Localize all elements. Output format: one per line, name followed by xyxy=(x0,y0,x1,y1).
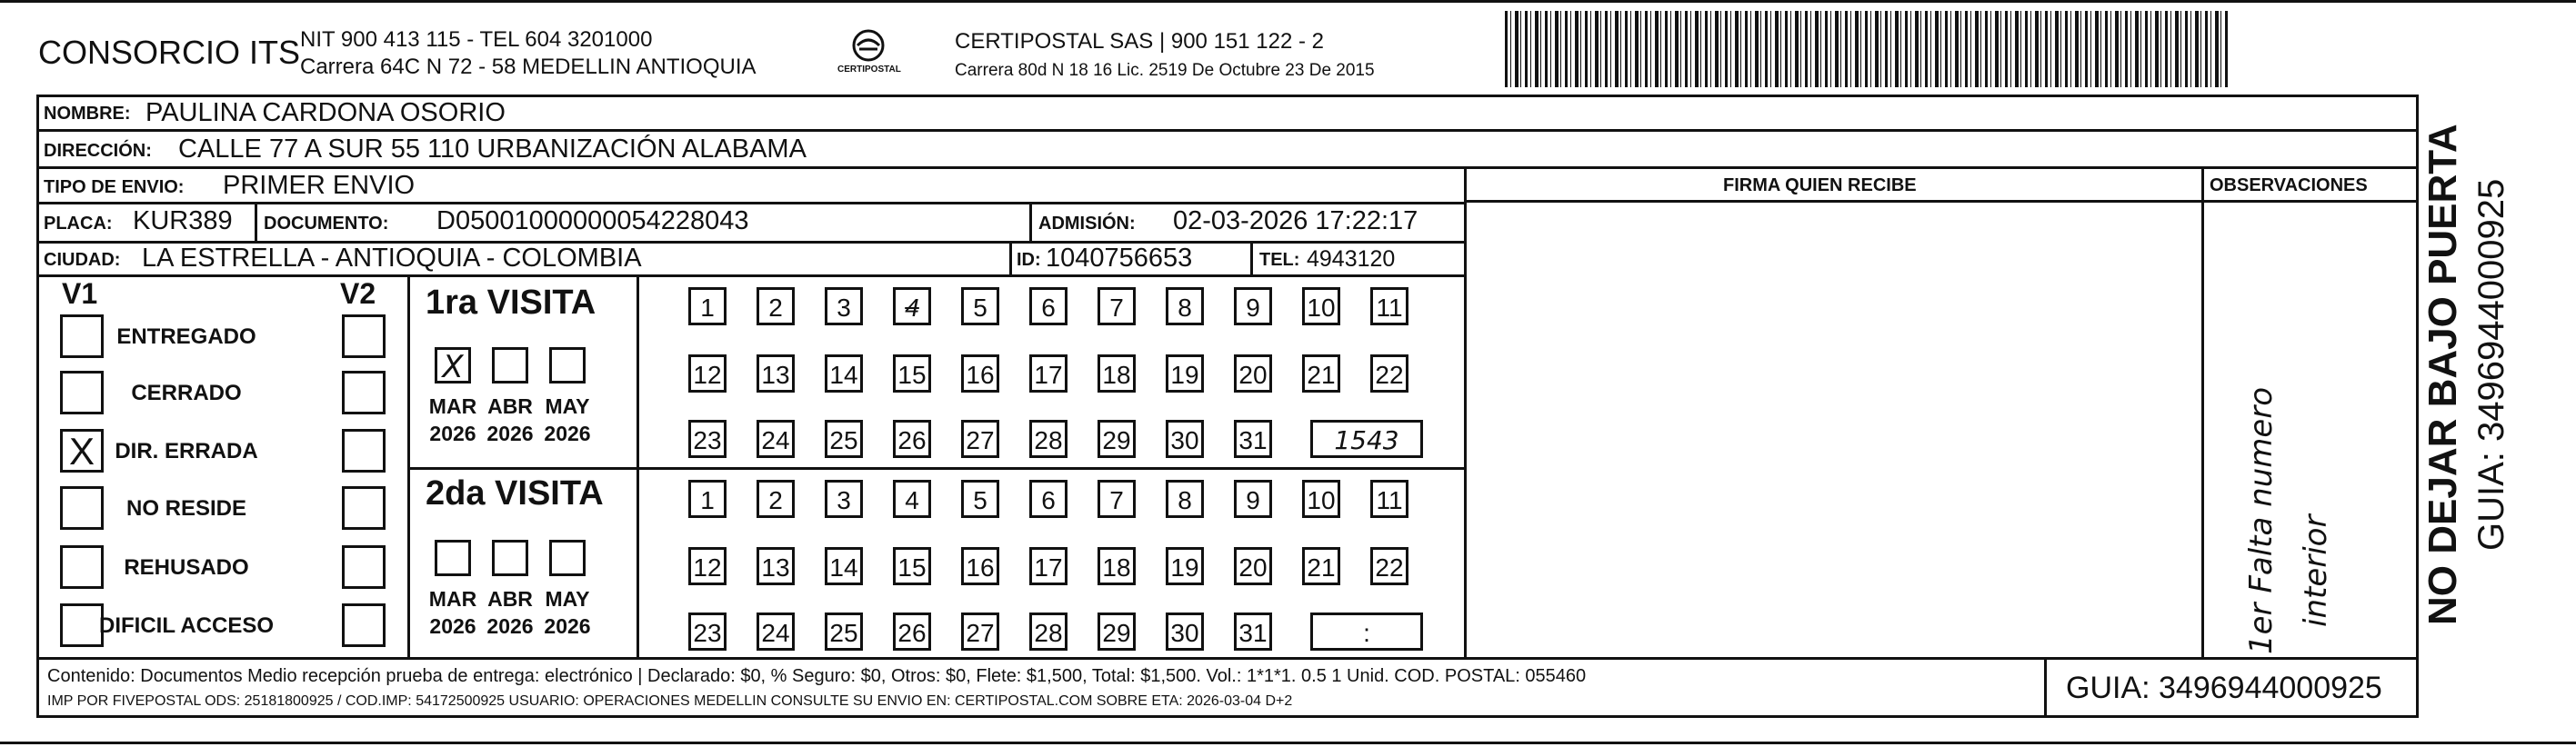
direccion-label: DIRECCIÓN: xyxy=(44,141,152,161)
visit2-day-18[interactable]: 18 xyxy=(1098,547,1136,585)
visit1-time-field[interactable]: 1543 xyxy=(1310,420,1423,458)
visit1-month-checkbox-1[interactable] xyxy=(492,347,528,383)
v2-checkbox-3[interactable] xyxy=(342,486,386,530)
visit1-day-11[interactable]: 11 xyxy=(1370,287,1408,325)
footer-contenido: Contenido: Documentos Medio recepción prueba de entrega: electrónico | Declarado: $0, % Seguro: $0, Otros: $0, Flete: $1,500, Total: $1,500. Vol.: 1*1*1. 0.5 1 Unid. COD. POSTAL: 055460 xyxy=(47,666,1587,686)
visit2-day-25[interactable]: 25 xyxy=(825,613,863,651)
visit1-month-checkbox-0[interactable]: X xyxy=(435,347,471,383)
id-value: 1040756653 xyxy=(1046,244,1193,273)
ciudad-value: LA ESTRELLA - ANTIOQUIA - COLOMBIA xyxy=(142,244,642,273)
visit2-day-10[interactable]: 10 xyxy=(1302,480,1340,518)
visit1-day-7[interactable]: 7 xyxy=(1098,287,1136,325)
tel-label: TEL: xyxy=(1259,250,1300,270)
visit2-day-27[interactable]: 27 xyxy=(961,613,999,651)
visit2-month-label-1: ABR xyxy=(487,587,533,611)
id-label: ID: xyxy=(1017,250,1041,270)
status-option-label-5: DIFICIL ACCESO xyxy=(98,613,274,638)
v2-checkbox-1[interactable] xyxy=(342,371,386,414)
visit1-day-23[interactable]: 23 xyxy=(688,420,727,458)
visit1-month-label-0: MAR xyxy=(428,394,477,418)
visit2-day-21[interactable]: 21 xyxy=(1302,547,1340,585)
visit1-title: 1ra VISITA xyxy=(426,284,596,322)
top-rule xyxy=(0,0,2576,3)
visit2-title: 2da VISITA xyxy=(426,474,604,513)
placa-label: PLACA: xyxy=(44,214,113,234)
visit2-month-label-2: MAY xyxy=(545,587,590,611)
visit1-day-16[interactable]: 16 xyxy=(961,354,999,393)
visit2-day-30[interactable]: 30 xyxy=(1166,613,1204,651)
visit2-day-31[interactable]: 31 xyxy=(1234,613,1272,651)
visit1-day-28[interactable]: 28 xyxy=(1029,420,1067,458)
visit1-year-label-1: 2026 xyxy=(486,422,534,445)
visit2-year-label-0: 2026 xyxy=(429,614,476,638)
v1-header: V1 xyxy=(62,277,98,310)
visit1-day-25[interactable]: 25 xyxy=(825,420,863,458)
observaciones-label: OBSERVACIONES xyxy=(2210,175,2368,195)
visit2-day-12[interactable]: 12 xyxy=(688,547,727,585)
visit2-day-28[interactable]: 28 xyxy=(1029,613,1067,651)
visit1-day-30[interactable]: 30 xyxy=(1166,420,1204,458)
visit1-day-31[interactable]: 31 xyxy=(1234,420,1272,458)
visit1-day-17[interactable]: 17 xyxy=(1029,354,1067,393)
visit1-year-label-0: 2026 xyxy=(429,422,476,445)
v1-checkbox-2[interactable]: X xyxy=(60,429,104,473)
visit1-day-27[interactable]: 27 xyxy=(961,420,999,458)
visit1-day-12[interactable]: 12 xyxy=(688,354,727,393)
status-option-label-2: DIR. ERRADA xyxy=(115,439,258,463)
status-option-label-4: REHUSADO xyxy=(124,555,249,580)
bottom-rule xyxy=(0,742,2576,744)
footer-guia: GUIA: 3496944000925 xyxy=(2066,671,2382,705)
visit2-day-23[interactable]: 23 xyxy=(688,613,727,651)
certipostal-name: CERTIPOSTAL SAS | 900 151 122 - 2 xyxy=(955,29,1324,54)
tipo-envio-value: PRIMER ENVIO xyxy=(223,171,416,200)
visit2-day-13[interactable]: 13 xyxy=(757,547,795,585)
v2-header: V2 xyxy=(340,277,376,310)
nombre-value: PAULINA CARDONA OSORIO xyxy=(145,98,506,127)
firma-label: FIRMA QUIEN RECIBE xyxy=(1723,175,1917,195)
visit2-day-24[interactable]: 24 xyxy=(757,613,795,651)
visit2-month-checkbox-1[interactable] xyxy=(492,540,528,576)
visit2-day-6[interactable]: 6 xyxy=(1029,480,1067,518)
logo-text: CERTIPOSTAL xyxy=(837,65,901,75)
visit1-day-8[interactable]: 8 xyxy=(1166,287,1204,325)
status-option-label-3: NO RESIDE xyxy=(125,496,247,521)
company-nit: NIT 900 413 115 - TEL 604 3201000 xyxy=(300,27,653,52)
observaciones-handwriting-line2: interior xyxy=(2298,514,2334,627)
visit2-day-11[interactable]: 11 xyxy=(1370,480,1408,518)
visit2-day-1[interactable]: 1 xyxy=(688,480,727,518)
visit1-day-5[interactable]: 5 xyxy=(961,287,999,325)
company-name: CONSORCIO ITS xyxy=(38,34,301,71)
visit1-day-4[interactable]: 4 xyxy=(893,287,931,325)
visit1-month-checkbox-2[interactable] xyxy=(549,347,586,383)
visit2-day-5[interactable]: 5 xyxy=(961,480,999,518)
ciudad-label: CIUDAD: xyxy=(44,250,121,270)
visit2-day-2[interactable]: 2 xyxy=(757,480,795,518)
visit2-month-checkbox-2[interactable] xyxy=(549,540,586,576)
visit2-year-label-1: 2026 xyxy=(486,614,534,638)
visit2-month-checkbox-0[interactable] xyxy=(435,540,471,576)
visit1-day-13[interactable]: 13 xyxy=(757,354,795,393)
visit1-day-21[interactable]: 21 xyxy=(1302,354,1340,393)
visit2-day-19[interactable]: 19 xyxy=(1166,547,1204,585)
visit2-year-label-2: 2026 xyxy=(544,614,591,638)
visit1-day-9[interactable]: 9 xyxy=(1234,287,1272,325)
visit1-day-3[interactable]: 3 xyxy=(825,287,863,325)
v2-checkbox-2[interactable] xyxy=(342,429,386,473)
visit2-time-field[interactable]: : xyxy=(1310,613,1423,651)
visit1-day-2[interactable]: 2 xyxy=(757,287,795,325)
visit2-day-26[interactable]: 26 xyxy=(893,613,931,651)
visit2-day-14[interactable]: 14 xyxy=(825,547,863,585)
visit2-day-15[interactable]: 15 xyxy=(893,547,931,585)
side-warning: NO DEJAR BAJO PUERTA xyxy=(2421,124,2465,625)
visit2-day-7[interactable]: 7 xyxy=(1098,480,1136,518)
admision-value: 02-03-2026 17:22:17 xyxy=(1173,206,1418,235)
v2-checkbox-0[interactable] xyxy=(342,314,386,358)
visit1-month-label-1: ABR xyxy=(487,394,533,418)
certipostal-license: Carrera 80d N 18 16 Lic. 2519 De Octubre 23 De 2015 xyxy=(955,61,1375,80)
visit2-month-label-0: MAR xyxy=(428,587,477,611)
visit1-year-label-2: 2026 xyxy=(544,422,591,445)
visit2-day-17[interactable]: 17 xyxy=(1029,547,1067,585)
footer-imp: IMP POR FIVEPOSTAL ODS: 25181800925 / COD.IMP: 54172500925 USUARIO: OPERACIONES MEDELLIN CONSULTE SU ENVIO EN: CERTIPOSTAL.COM SOBRE ETA: 2026-03-04 D+2 xyxy=(47,693,1293,709)
visit2-day-9[interactable]: 9 xyxy=(1234,480,1272,518)
status-option-label-1: CERRADO xyxy=(131,381,242,405)
placa-value: KUR389 xyxy=(133,206,233,235)
admision-label: ADMISIÓN: xyxy=(1038,214,1136,234)
certipostal-logo xyxy=(823,27,914,80)
v2-checkbox-4[interactable] xyxy=(342,545,386,589)
direccion-value: CALLE 77 A SUR 55 110 URBANIZACIÓN ALABAMA xyxy=(178,134,807,164)
nombre-label: NOMBRE: xyxy=(44,104,131,124)
visit1-day-26[interactable]: 26 xyxy=(893,420,931,458)
visit2-day-29[interactable]: 29 xyxy=(1098,613,1136,651)
visit2-day-4[interactable]: 4 xyxy=(893,480,931,518)
visit1-day-15[interactable]: 15 xyxy=(893,354,931,393)
observaciones-handwriting-line1: 1er Falta numero xyxy=(2243,386,2280,654)
status-option-label-0: ENTREGADO xyxy=(116,324,256,349)
visit1-day-22[interactable]: 22 xyxy=(1370,354,1408,393)
tipo-envio-label: TIPO DE ENVIO: xyxy=(44,177,185,197)
side-guia: GUIA: 3496944000925 xyxy=(2471,178,2511,551)
visit1-day-18[interactable]: 18 xyxy=(1098,354,1136,393)
visit1-day-20[interactable]: 20 xyxy=(1234,354,1272,393)
visit1-day-24[interactable]: 24 xyxy=(757,420,795,458)
tel-value: 4943120 xyxy=(1307,246,1396,272)
documento-label: DOCUMENTO: xyxy=(264,214,389,234)
visit1-month-label-2: MAY xyxy=(545,394,590,418)
visit1-day-19[interactable]: 19 xyxy=(1166,354,1204,393)
visit2-day-3[interactable]: 3 xyxy=(825,480,863,518)
visit1-day-14[interactable]: 14 xyxy=(825,354,863,393)
v2-checkbox-5[interactable] xyxy=(342,603,386,647)
company-address: Carrera 64C N 72 - 58 MEDELLIN ANTIOQUIA xyxy=(300,55,757,79)
documento-value: D05001000000054228043 xyxy=(436,206,749,235)
visit2-day-22[interactable]: 22 xyxy=(1370,547,1408,585)
barcode xyxy=(1505,11,2228,87)
visit1-day-1[interactable]: 1 xyxy=(688,287,727,325)
visit2-day-20[interactable]: 20 xyxy=(1234,547,1272,585)
visit1-day-29[interactable]: 29 xyxy=(1098,420,1136,458)
visit1-day-10[interactable]: 10 xyxy=(1302,287,1340,325)
visit2-day-8[interactable]: 8 xyxy=(1166,480,1204,518)
visit1-day-6[interactable]: 6 xyxy=(1029,287,1067,325)
visit2-day-16[interactable]: 16 xyxy=(961,547,999,585)
